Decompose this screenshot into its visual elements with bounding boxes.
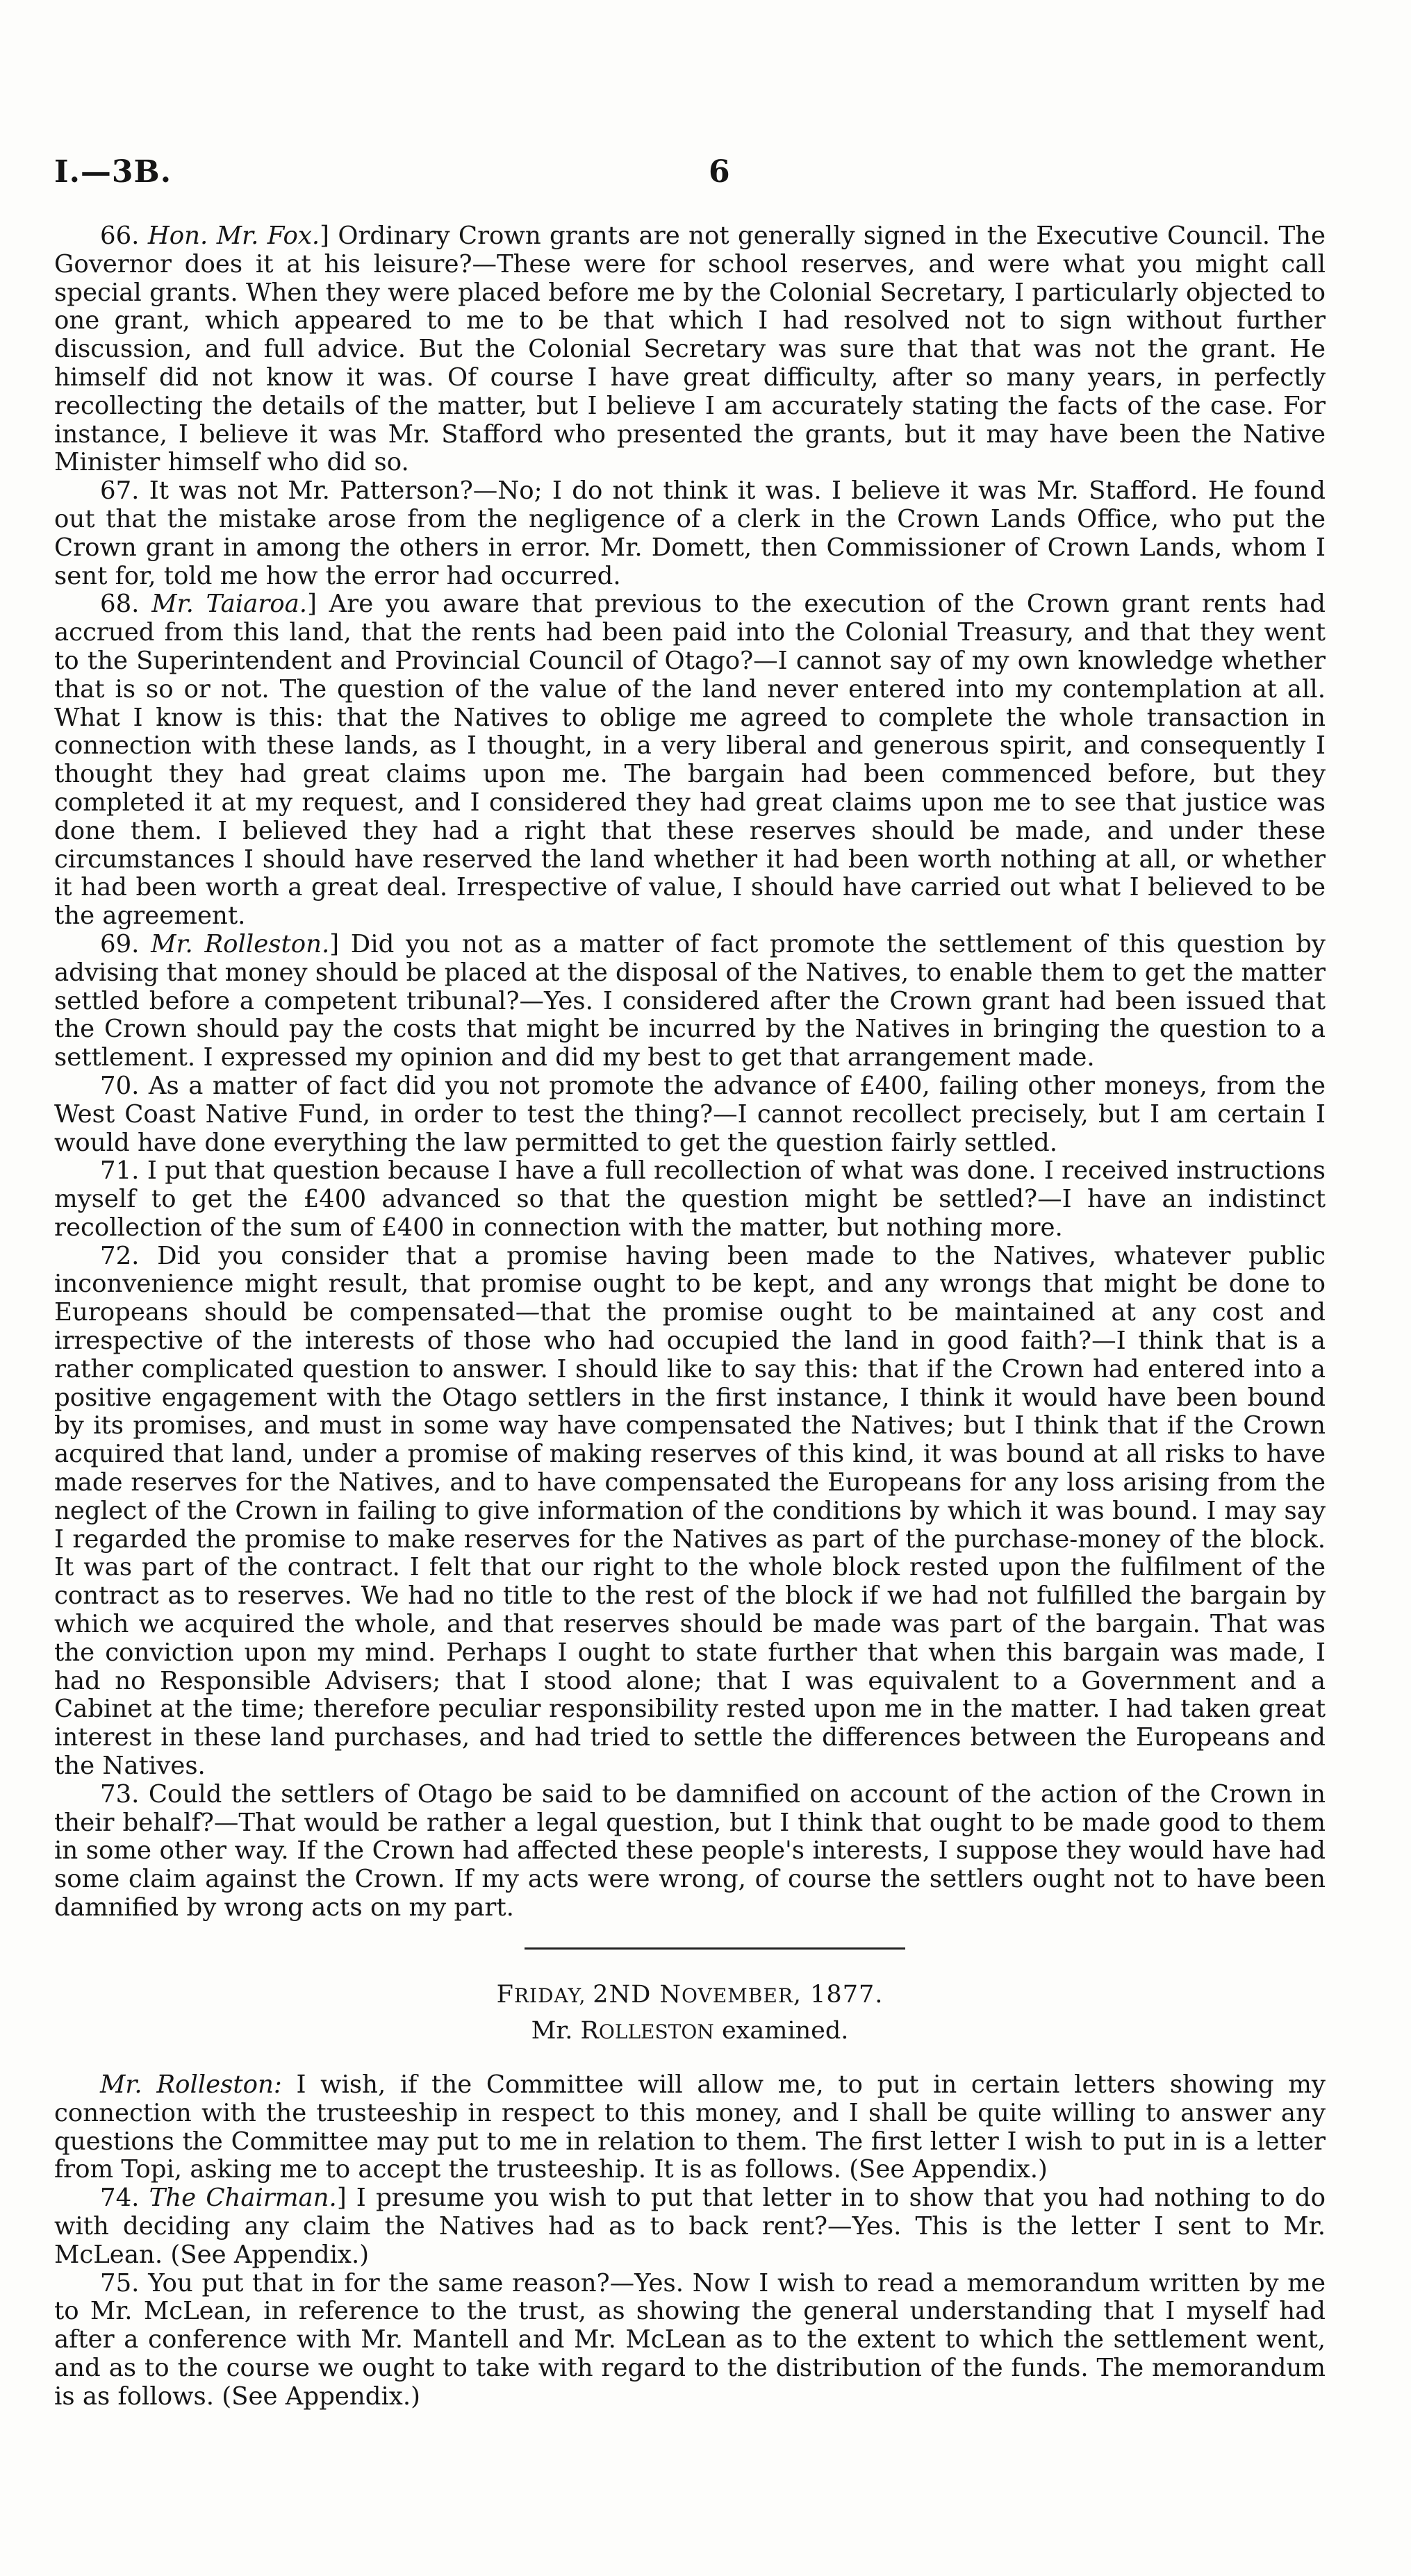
paragraph-75	[54, 2270, 1326, 2411]
document-id: I.—3B.	[54, 154, 172, 190]
evidence-body	[54, 222, 1326, 1922]
question-number: 66.	[100, 222, 140, 250]
paragraph-73	[54, 1781, 1326, 1922]
paragraph-text: Could the settlers of Otago be said to be damnified on account of the action of the Crown in their behalf?—That would be rather a legal question, but I think that ought to be made good to them in some other way. If the Crown had affected these people's interests, I suppose they would have had some claim against the Crown. If my acts were wrong, of course the settlers ought not to have been damnified by wrong acts on my part.	[54, 1779, 1326, 1922]
paragraph-72	[54, 1243, 1326, 1781]
paragraph-71	[54, 1157, 1326, 1242]
speaker-name: Hon. Mr. Fox.	[147, 222, 320, 250]
paragraph-text: As a matter of fact did you not promote the advance of £400, failing other moneys, from the West Coast Native Fund, in order to test the thing?—I cannot recollect precisely, but I am certain I would have done everything the law permitted to get the question fairly settled.	[54, 1071, 1326, 1157]
section-divider	[525, 1947, 905, 1950]
paragraph-text: ] Did you not as a matter of fact promote the settlement of this question by advising that money should be placed at the disposal of the Natives, to enable them to get the matter settled before a competent tribunal?—Yes. I considered after the Crown grant had been issued that the Crown should pay the costs that might be incurred by the Natives in bringing the question to a settlement. I expressed my opinion and did my best to get that arrangement made.	[54, 929, 1326, 1072]
speaker-name: Mr. Rolleston.	[151, 929, 330, 958]
paragraph-70	[54, 1072, 1326, 1157]
question-number: 72.	[100, 1241, 140, 1270]
paragraph-text: I put that question because I have a full recollection of what was done. I received instructions myself to get the £400 advanced so that the question might be settled?—I have an indistinct recollection of the sum of £400 in connection with the matter, but nothing more.	[54, 1156, 1326, 1242]
paragraph-67	[54, 477, 1326, 590]
paragraph-text: You put that in for the same reason?—Yes. Now I wish to read a memorandum written by me to Mr. McLean, in reference to the trust, as showing the general understanding that I myself had after a conference with Mr. Mantell and Mr. McLean as to the extent to which the settlement went, and as to the course we ought to take with regard to the distribution of the funds. The memorandum is as follows. (See Appendix.)	[54, 2268, 1326, 2411]
speaker-name: The Chairman.	[149, 2184, 337, 2213]
session-date: FRIDAY, 2ND NOVEMBER, 1877.	[496, 1981, 884, 2009]
question-number: 70.	[100, 1071, 140, 1100]
section-heading	[54, 1979, 1326, 2047]
page-number: 6	[709, 154, 730, 190]
running-header	[54, 154, 1326, 190]
paragraph-rolleston-statement	[54, 2071, 1326, 2184]
question-number: 73.	[100, 1779, 140, 1809]
paragraph-text: ] Are you aware that previous to the execution of the Crown grant rents had accrued from this land, that the rents had been paid into the Colonial Treasury, and that they went to the Superintendent and Provincial Council of Otago?—I cannot say of my own knowledge whether that is so or not. The question of the value of the land never entered into my contemplation at all. What I know is this: that the Natives to oblige me agreed to complete the whole transaction in connection with these lands, as I thought, in a very liberal and generous spirit, and consequently I thought they had great claims upon me. The bargain had been commenced before, but they completed it at my request, and I considered they had great claims upon me to see that justice was done them. I believed they had a right that these reserves should be made, and under these circumstances I should have reserved the land whether it had been worth nothing at all, or whether it had been worth a great deal. Irrespective of value, I should have carried out what I believed to be the agreement.	[54, 590, 1326, 931]
question-number: 75.	[100, 2268, 140, 2297]
question-number: 67.	[100, 476, 140, 506]
paragraph-text: Did you consider that a promise having been made to the Natives, whatever public inconvenience might result, that promise ought to be kept, and any wrongs that might be done to Europeans should be compensated—that the promise ought to be maintained at any cost and irrespective of the interests of those who had occupied the land in good faith?—I think that is a rather complicated question to answer. I should like to say this: that if the Crown had entered into a positive engagement with the Otago settlers in the first instance, I think it would have been bound by its promises, and must in some way have compensated the Natives; but I think that if the Crown acquired that land, under a promise of making reserves of this kind, it was bound at all risks to have made reserves for the Natives, and to have compensated the Europeans for any loss arising from the neglect of the Crown in failing to give information of the conditions by which it was bound. I may say I regarded the promise to make reserves for the Natives as part of the purchase-money of the block. It was part of the contract. I felt that our right to the whole block rested upon the fulfilment of the contract as to reserves. We had no title to the rest of the block if we had not fulfilled the bargain by which we acquired the whole, and that reserves should be made was part of the bargain. That was the conviction upon my mind. Perhaps I ought to state further that when this bargain was made, I had no Responsible Advisers; that I stood alone; that I was equivalent to a Government and a Cabinet at the time; therefore peculiar responsibility rested upon me in the matter. I had taken great interest in these land purchases, and had tried to settle the differences between the Europeans and the Natives.	[54, 1241, 1326, 1781]
question-number: 74.	[100, 2184, 140, 2213]
paragraph-text: I wish, if the Committee will allow me, to put in certain letters showing my connection with the trusteeship in respect to this money, and I shall be quite willing to answer any questions the Committee may put to me in relation to them. The first letter I wish to put in is a letter from Topi, asking me to accept the trusteeship. It is as follows. (See Appendix.)	[54, 2070, 1326, 2184]
witness-heading: Mr. ROLLESTON examined.	[531, 2017, 849, 2045]
question-number: 69.	[100, 929, 140, 958]
speaker-name: Mr. Taiaroa.	[151, 590, 308, 619]
question-number: 68.	[100, 590, 140, 619]
paragraph-69	[54, 931, 1326, 1072]
paragraph-66	[54, 222, 1326, 477]
evidence-body-rolleston	[54, 2071, 1326, 2411]
paragraph-74	[54, 2184, 1326, 2269]
speaker-name: Mr. Rolleston:	[100, 2070, 282, 2099]
paragraph-text: ] I presume you wish to put that letter in to show that you had nothing to do with deciding any claim the Natives had as to back rent?—Yes. This is the letter I sent to Mr. McLean. (See Appendix.)	[54, 2184, 1326, 2269]
question-number: 71.	[100, 1156, 140, 1186]
paragraph-text: ] Ordinary Crown grants are not generally signed in the Executive Council. The Governor does it at his leisure?—These were for school reserves, and were what you might call special grants. When they were placed before me by the Colonial Secretary, I particularly objected to one grant, which appeared to me to be that which I had resolved not to sign without further discussion, and full advice. But the Colonial Secretary was sure that that was not the grant. He himself did not know it was. Of course I have great difficulty, after so many years, in perfectly recollecting the details of the matter, but I believe I am accurately stating the facts of the case. For instance, I believe it was Mr. Stafford who presented the grants, but it may have been the Native Minister himself who did so.	[54, 222, 1326, 477]
paragraph-text: It was not Mr. Patterson?—No; I do not think it was. I believe it was Mr. Stafford. He found out that the mistake arose from the negligence of a clerk in the Crown Lands Office, who put the Crown grant in among the others in error. Mr. Domett, then Commissioner of Crown Lands, whom I sent for, told me how the error had occurred.	[54, 476, 1326, 590]
paragraph-68	[54, 590, 1326, 931]
